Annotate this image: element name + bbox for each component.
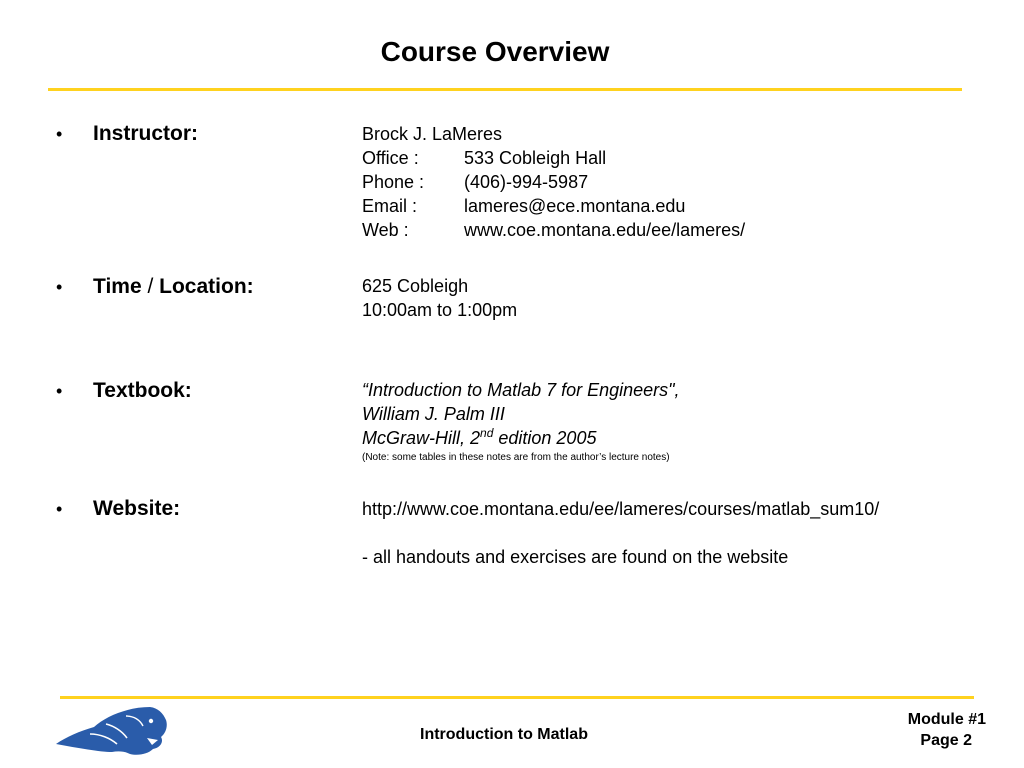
time-value: 10:00am to 1:00pm <box>362 300 518 320</box>
website-note: - all handouts and exercises are found on the website <box>362 547 789 567</box>
location-label: Location: <box>159 275 254 298</box>
instructor-label: Instructor: <box>93 122 198 145</box>
bullet-instructor: • <box>56 124 63 144</box>
bullet-time-location: • <box>56 277 63 297</box>
textbook-title: “Introduction to Matlab 7 for Engineers", <box>362 380 680 400</box>
email-value: lameres@ece.montana.edu <box>464 196 686 216</box>
label-separator: / <box>141 275 160 298</box>
footer-page-number: Page 2 <box>920 732 972 749</box>
office-value: 533 Cobleigh Hall <box>464 148 607 168</box>
textbook-author: William J. Palm III <box>362 404 505 424</box>
location-value: 625 Cobleigh <box>362 276 469 296</box>
publisher-text: McGraw-Hill, 2 <box>362 428 481 448</box>
website-label: Website: <box>93 497 181 520</box>
slide-title: Course Overview <box>380 36 610 67</box>
phone-value: (406)-994-5987 <box>464 172 589 192</box>
bullet-website: • <box>56 499 63 519</box>
office-key: Office : <box>362 148 419 168</box>
top-rule <box>48 88 962 91</box>
edition-superscript: nd <box>480 426 494 440</box>
email-key: Email : <box>362 196 418 216</box>
web-value: www.coe.montana.edu/ee/lameres/ <box>464 220 746 240</box>
bottom-rule <box>60 696 974 699</box>
textbook-label: Textbook: <box>93 379 192 402</box>
website-url[interactable]: http://www.coe.montana.edu/ee/lameres/courses/matlab_sum10/ <box>362 499 880 519</box>
edition-text: edition 2005 <box>493 428 597 448</box>
bobcat-logo <box>54 704 170 763</box>
web-key: Web : <box>362 220 409 240</box>
footer-course-title: Introduction to Matlab <box>420 726 588 743</box>
time-location-label <box>93 275 254 299</box>
textbook-publisher <box>362 428 596 449</box>
time-label: Time <box>93 275 142 298</box>
bullet-textbook: • <box>56 381 63 401</box>
instructor-name: Brock J. LaMeres <box>362 124 503 144</box>
phone-key: Phone : <box>362 172 425 192</box>
footer-module: Module #1 <box>907 711 986 728</box>
textbook-note: (Note: some tables in these notes are from the author’s lecture notes) <box>362 452 670 463</box>
